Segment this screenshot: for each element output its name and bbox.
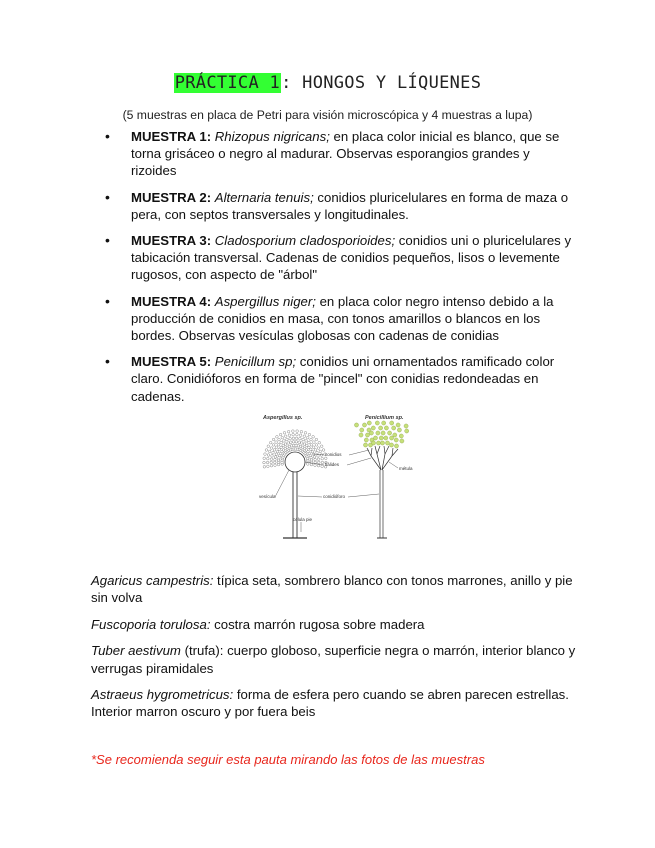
- conidium-dot: [296, 433, 299, 436]
- conidium-dot: [269, 441, 272, 444]
- conidium-dot: [313, 441, 316, 444]
- sample-description: en placa color inicial es blanco, que se torna grisáceo o negro al madurar. Observas esporangios grandes y rizoides: [131, 129, 560, 179]
- conidium-dot: [271, 455, 274, 458]
- extra-description: forma de esfera pero cuando se abren parecen estrellas. Interior marron oscuro y por fuera beis: [91, 687, 569, 720]
- conidium-dot: [312, 436, 315, 439]
- fungi-diagram: [253, 410, 425, 552]
- recommendation-note: *Se recomienda seguir esta pauta mirando las fotos de las muestras: [91, 752, 485, 767]
- extra-item: [91, 572, 581, 607]
- conidium-dot: [385, 441, 389, 445]
- sample-item-4: [93, 293, 573, 345]
- title-colon: :: [281, 73, 292, 93]
- extra-item: [91, 686, 581, 721]
- conidium-dot: [292, 430, 295, 433]
- conidium-dot: [318, 441, 321, 444]
- conidium-dot: [267, 454, 270, 457]
- conidium-dot: [384, 426, 388, 430]
- conidium-dot: [373, 436, 377, 440]
- subtitle: (5 muestras en placa de Petri para visión microscópica y 4 muestras a lupa): [122, 108, 533, 122]
- conidium-dot: [277, 444, 280, 447]
- conidium-dot: [292, 437, 295, 440]
- conidium-dot: [290, 441, 293, 444]
- conidium-dot: [270, 447, 273, 450]
- label-conidioforo: conidióforo: [323, 494, 346, 499]
- conidium-dot: [274, 461, 277, 464]
- conidium-dot: [318, 461, 321, 464]
- conidium-dot: [369, 431, 373, 435]
- conidium-dot: [283, 440, 286, 443]
- conidium-dot: [267, 445, 270, 448]
- sample-description: en placa color negro intenso debido a la producción de conidios en masa, con tonos amarillos o blancos en los bordes. Observas vesículas globosas con cadenas de conidias: [131, 293, 554, 344]
- conidium-dot: [306, 444, 309, 447]
- conidium-dot: [375, 421, 379, 425]
- metula-leader: [389, 462, 398, 468]
- sample-species: Penicillum sp;: [214, 354, 297, 370]
- title-rest: HONGOS Y LÍQUENES: [291, 73, 482, 93]
- sample-item-5: [93, 353, 573, 405]
- conidium-dot: [282, 444, 285, 447]
- conidium-dot: [275, 453, 278, 456]
- conidium-dot: [314, 464, 317, 467]
- conidium-dot: [302, 438, 305, 441]
- conidium-dot: [308, 441, 311, 444]
- conidium-dot: [317, 455, 320, 458]
- conidium-dot: [379, 436, 383, 440]
- conidium-dot: [265, 449, 268, 452]
- vesicula-leader: [275, 470, 289, 497]
- extra-samples: [91, 572, 581, 730]
- conidium-dot: [287, 442, 290, 445]
- conidium-dot: [267, 465, 270, 468]
- sample-label: MUESTRA 1:: [131, 129, 212, 144]
- conidium-dot: [268, 450, 271, 453]
- label-vesicula: vesícula: [259, 494, 276, 499]
- metula-branches: [371, 454, 392, 470]
- conidium-dot: [305, 440, 308, 443]
- conidium-dot: [283, 432, 286, 435]
- conidium-dot: [266, 461, 269, 464]
- conidium-dot: [306, 436, 309, 439]
- conidium-dot: [280, 441, 283, 444]
- penicillium-brush: [367, 446, 398, 538]
- conidium-dot: [379, 426, 383, 430]
- vesicle-shape: [285, 452, 305, 472]
- conidium-dot: [390, 436, 394, 440]
- extra-item: [91, 616, 581, 633]
- conidium-dot: [311, 450, 314, 453]
- conidium-dot: [393, 433, 397, 437]
- conidium-dot: [364, 438, 368, 442]
- label-celula-pie: célula pie: [293, 517, 313, 522]
- fialides-pen-leader: [347, 458, 371, 465]
- diagram-svg: [253, 410, 425, 552]
- penicillium-conidia: [354, 421, 408, 448]
- conidium-dot: [317, 464, 320, 467]
- sample-description: conidios pluricelulares en forma de maza o pera, con septos transversales y longitudinales.: [131, 189, 569, 222]
- sample-species: Rhizopus nigricans;: [214, 129, 330, 144]
- conidium-dot: [371, 426, 375, 430]
- conidium-dot: [371, 441, 375, 445]
- conidium-dot: [263, 457, 266, 460]
- conidium-dot: [397, 428, 401, 432]
- conidium-dot: [301, 442, 304, 445]
- conidium-dot: [314, 449, 317, 452]
- conidium-dot: [325, 457, 328, 460]
- conidioforo-pen-leader: [348, 494, 379, 497]
- sample-item-3: [93, 232, 573, 284]
- conidium-dot: [278, 438, 281, 441]
- conidium-dot: [315, 444, 318, 447]
- conidium-dot: [315, 438, 318, 441]
- conidium-dot: [272, 438, 275, 441]
- conidium-dot: [295, 437, 298, 440]
- conidium-dot: [362, 423, 366, 427]
- conidium-dot: [310, 448, 313, 451]
- conidium-dot: [392, 426, 396, 430]
- conidium-dot: [321, 457, 324, 460]
- conidium-dot: [376, 431, 380, 435]
- conidium-dot: [286, 438, 289, 441]
- conidium-dot: [316, 452, 319, 455]
- conidium-dot: [280, 446, 283, 449]
- conidium-dot: [295, 441, 298, 444]
- extra-description: (trufa): cuerpo globoso, superficie negra o marrón, interior blanco y verrugas piramidales: [91, 643, 576, 676]
- label-conidios: conidios: [325, 452, 342, 457]
- conidium-dot: [390, 421, 394, 425]
- conidium-dot: [389, 443, 393, 447]
- conidium-dot: [273, 449, 276, 452]
- sample-label: MUESTRA 4:: [131, 293, 212, 309]
- conidium-dot: [313, 456, 316, 459]
- extra-description: típica seta, sombrero blanco con tonos marrones, anillo y pie sin volva: [91, 573, 573, 606]
- label-metula: métula: [399, 466, 413, 471]
- conidium-dot: [321, 461, 324, 464]
- conidium-dot: [319, 450, 322, 453]
- extra-species: Fuscoporia torulosa:: [91, 616, 211, 632]
- aspergillus-title: Aspergillus sp.: [263, 415, 303, 421]
- conidium-dot: [284, 443, 287, 446]
- sample-description: conidios uni ornamentados ramificado color claro. Conidióforos en forma de "pincel" con conidias redondeadas en cadenas.: [131, 354, 555, 404]
- conidium-dot: [359, 433, 363, 437]
- extra-item: [91, 642, 581, 677]
- conidium-dot: [292, 441, 295, 444]
- conidium-dot: [382, 421, 386, 425]
- conidium-dot: [298, 441, 301, 444]
- conidium-dot: [396, 423, 400, 427]
- conidium-dot: [270, 458, 273, 461]
- conidium-dot: [354, 423, 358, 427]
- conidium-dot: [317, 447, 320, 450]
- conidium-dot: [292, 433, 295, 436]
- conidium-dot: [272, 452, 275, 455]
- conidium-dot: [270, 461, 273, 464]
- conidium-dot: [376, 441, 380, 445]
- conidium-dot: [279, 433, 282, 436]
- conidium-dot: [394, 438, 398, 442]
- conidium-dot: [360, 428, 364, 432]
- conidium-dot: [296, 430, 299, 433]
- conidium-dot: [400, 439, 404, 443]
- conidium-dot: [263, 461, 266, 464]
- conidium-dot: [314, 458, 317, 461]
- conidium-dot: [322, 449, 325, 452]
- conidium-dot: [274, 458, 277, 461]
- phialide-branches: [367, 446, 398, 456]
- sample-species: Aspergillus niger;: [214, 293, 316, 309]
- page-title: [0, 73, 655, 93]
- sample-label: MUESTRA 3:: [131, 233, 212, 249]
- conidium-dot: [287, 430, 290, 433]
- conidium-dot: [394, 444, 398, 448]
- conidium-dot: [384, 436, 388, 440]
- conidium-dot: [365, 433, 369, 437]
- conidium-dot: [288, 434, 291, 437]
- conidium-dot: [264, 453, 267, 456]
- sample-item-2: [93, 189, 573, 223]
- conidium-dot: [404, 424, 408, 428]
- conidium-dot: [310, 444, 313, 447]
- conidium-dot: [307, 463, 310, 466]
- conidium-dot: [281, 436, 284, 439]
- extra-description: costra marrón rugosa sobre madera: [210, 616, 425, 632]
- sample-species: Alternaria tenuis;: [214, 189, 314, 205]
- conidium-dot: [275, 441, 278, 444]
- extra-species: Agaricus campestris:: [91, 573, 214, 588]
- conidium-dot: [303, 435, 306, 438]
- sample-description: conidios uni o pluricelulares y tabicación transversal. Cadenas de conidios pequeños, lisos o levemente rugosos, con aspecto de "árbol": [131, 233, 572, 283]
- conidium-dot: [310, 438, 313, 441]
- conidium-dot: [300, 430, 303, 433]
- sample-species: Cladosporium cladosporioides;: [214, 233, 396, 249]
- conidium-dot: [276, 436, 279, 439]
- conidium-dot: [267, 457, 270, 460]
- conidium-dot: [310, 463, 313, 466]
- conidium-dot: [320, 445, 323, 448]
- conidioforo-leader: [298, 496, 322, 497]
- conidium-dot: [289, 437, 292, 440]
- sample-label: MUESTRA 2:: [131, 189, 212, 205]
- conidium-dot: [272, 444, 275, 447]
- conidium-dot: [274, 456, 277, 459]
- conidium-dot: [399, 434, 403, 438]
- conidium-dot: [299, 437, 302, 440]
- conidium-dot: [367, 421, 371, 425]
- samples-list: [93, 128, 573, 414]
- conidium-dot: [380, 441, 384, 445]
- conidium-dot: [276, 450, 279, 453]
- conidium-dot: [274, 464, 277, 467]
- conidium-dot: [321, 465, 324, 468]
- conidios-pen-leader: [349, 450, 369, 455]
- sample-item-1: [93, 128, 573, 180]
- conidium-dot: [312, 446, 315, 449]
- conidium-dot: [284, 435, 287, 438]
- conidium-dot: [303, 443, 306, 446]
- conidium-dot: [308, 433, 311, 436]
- extra-species: Tuber aestivum: [91, 643, 181, 659]
- conidium-dot: [363, 443, 367, 447]
- conidium-dot: [381, 431, 385, 435]
- penicillium-title: Penicillium sp.: [365, 415, 404, 421]
- title-highlight: PRÁCTICA 1: [174, 73, 281, 93]
- conidium-dot: [270, 464, 273, 467]
- extra-species: Astraeus hygrometricus:: [91, 687, 234, 703]
- conidium-dot: [263, 466, 266, 469]
- sample-label: MUESTRA 5:: [131, 354, 212, 370]
- conidium-dot: [388, 431, 392, 435]
- conidium-dot: [275, 446, 278, 449]
- conidium-dot: [299, 434, 302, 437]
- conidium-dot: [317, 458, 320, 461]
- conidium-dot: [304, 432, 307, 435]
- conidium-dot: [405, 429, 409, 433]
- label-fialides: fiálides: [325, 462, 340, 467]
